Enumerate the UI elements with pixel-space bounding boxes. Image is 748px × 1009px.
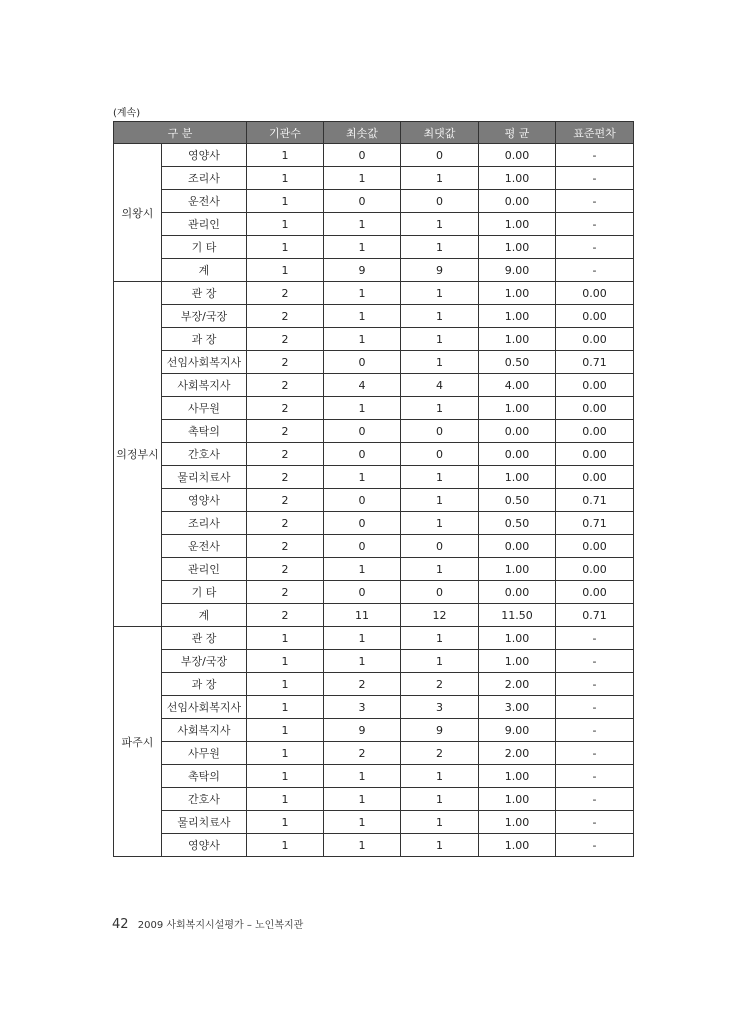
cell-role: 물리치료사 <box>162 466 247 489</box>
cell-institution-count: 2 <box>247 604 324 627</box>
cell-mean: 1.00 <box>479 282 556 305</box>
cell-std-dev: - <box>556 650 634 673</box>
table-row <box>114 811 634 834</box>
cell-std-dev: - <box>556 719 634 742</box>
header-mean: 평 균 <box>479 122 556 144</box>
cell-std-dev: 0.00 <box>556 282 634 305</box>
cell-max: 1 <box>401 167 479 190</box>
cell-std-dev: 0.00 <box>556 466 634 489</box>
cell-max: 1 <box>401 328 479 351</box>
cell-max: 4 <box>401 374 479 397</box>
table-row <box>114 719 634 742</box>
cell-role: 촉탁의 <box>162 765 247 788</box>
cell-max: 1 <box>401 282 479 305</box>
cell-role: 영양사 <box>162 834 247 857</box>
cell-std-dev: - <box>556 236 634 259</box>
cell-mean: 0.00 <box>479 581 556 604</box>
cell-role: 영양사 <box>162 144 247 167</box>
cell-institution-count: 2 <box>247 397 324 420</box>
cell-mean: 1.00 <box>479 305 556 328</box>
table-row <box>114 742 634 765</box>
cell-mean: 0.00 <box>479 420 556 443</box>
cell-std-dev: 0.00 <box>556 535 634 558</box>
cell-std-dev: - <box>556 144 634 167</box>
table-row <box>114 282 634 305</box>
cell-mean: 0.00 <box>479 535 556 558</box>
cell-role: 운전사 <box>162 535 247 558</box>
table-row <box>114 466 634 489</box>
cell-min: 1 <box>324 558 401 581</box>
cell-mean: 1.00 <box>479 558 556 581</box>
cell-role: 사회복지사 <box>162 374 247 397</box>
cell-max: 9 <box>401 719 479 742</box>
cell-min: 1 <box>324 788 401 811</box>
cell-mean: 1.00 <box>479 167 556 190</box>
header-min: 최솟값 <box>324 122 401 144</box>
table-row <box>114 420 634 443</box>
cell-institution-count: 2 <box>247 305 324 328</box>
cell-std-dev: - <box>556 167 634 190</box>
cell-institution-count: 1 <box>247 788 324 811</box>
cell-role: 기 타 <box>162 236 247 259</box>
table-row <box>114 190 634 213</box>
cell-institution-count: 1 <box>247 719 324 742</box>
cell-role: 영양사 <box>162 489 247 512</box>
cell-max: 0 <box>401 535 479 558</box>
cell-max: 2 <box>401 742 479 765</box>
page-number: 42 <box>112 917 129 932</box>
cell-std-dev: 0.00 <box>556 420 634 443</box>
cell-min: 2 <box>324 742 401 765</box>
cell-mean: 0.50 <box>479 512 556 535</box>
cell-std-dev: - <box>556 213 634 236</box>
cell-min: 1 <box>324 236 401 259</box>
cell-institution-count: 2 <box>247 581 324 604</box>
cell-min: 11 <box>324 604 401 627</box>
cell-mean: 4.00 <box>479 374 556 397</box>
cell-std-dev: - <box>556 811 634 834</box>
cell-max: 1 <box>401 213 479 236</box>
cell-role: 사무원 <box>162 742 247 765</box>
table-row <box>114 213 634 236</box>
region-cell: 의왕시 <box>114 144 162 282</box>
cell-min: 1 <box>324 650 401 673</box>
table-header-row <box>114 122 634 144</box>
cell-institution-count: 1 <box>247 765 324 788</box>
table-row <box>114 696 634 719</box>
footer-title: 2009 사회복지시설평가 – 노인복지관 <box>137 920 304 931</box>
cell-role: 관리인 <box>162 558 247 581</box>
cell-mean: 3.00 <box>479 696 556 719</box>
cell-mean: 1.00 <box>479 236 556 259</box>
table-row <box>114 834 634 857</box>
cell-institution-count: 2 <box>247 489 324 512</box>
cell-role: 관 장 <box>162 627 247 650</box>
cell-std-dev: 0.71 <box>556 489 634 512</box>
table-row <box>114 397 634 420</box>
cell-min: 1 <box>324 627 401 650</box>
cell-max: 12 <box>401 604 479 627</box>
cell-role: 사무원 <box>162 397 247 420</box>
cell-std-dev: 0.00 <box>556 305 634 328</box>
cell-mean: 0.50 <box>479 351 556 374</box>
cell-max: 9 <box>401 259 479 282</box>
cell-max: 1 <box>401 236 479 259</box>
cell-max: 0 <box>401 420 479 443</box>
table-row <box>114 512 634 535</box>
cell-role: 부장/국장 <box>162 305 247 328</box>
cell-role: 계 <box>162 259 247 282</box>
cell-mean: 1.00 <box>479 466 556 489</box>
cell-mean: 1.00 <box>479 397 556 420</box>
cell-std-dev: 0.00 <box>556 558 634 581</box>
cell-mean: 0.00 <box>479 190 556 213</box>
cell-max: 0 <box>401 190 479 213</box>
cell-max: 1 <box>401 305 479 328</box>
table-row <box>114 259 634 282</box>
cell-role: 과 장 <box>162 328 247 351</box>
cell-mean: 0.00 <box>479 443 556 466</box>
cell-min: 0 <box>324 144 401 167</box>
cell-std-dev: - <box>556 190 634 213</box>
cell-max: 1 <box>401 627 479 650</box>
table-row <box>114 650 634 673</box>
cell-institution-count: 1 <box>247 696 324 719</box>
cell-max: 1 <box>401 834 479 857</box>
cell-institution-count: 2 <box>247 328 324 351</box>
cell-role: 관리인 <box>162 213 247 236</box>
table-row <box>114 581 634 604</box>
cell-min: 0 <box>324 420 401 443</box>
header-max: 최댓값 <box>401 122 479 144</box>
cell-institution-count: 1 <box>247 190 324 213</box>
cell-institution-count: 1 <box>247 213 324 236</box>
cell-max: 0 <box>401 144 479 167</box>
table-row <box>114 673 634 696</box>
table-row <box>114 558 634 581</box>
cell-min: 0 <box>324 512 401 535</box>
cell-institution-count: 1 <box>247 650 324 673</box>
cell-mean: 0.50 <box>479 489 556 512</box>
cell-min: 1 <box>324 397 401 420</box>
continued-label: (계속) <box>113 108 141 119</box>
cell-max: 1 <box>401 512 479 535</box>
cell-std-dev: - <box>556 673 634 696</box>
cell-institution-count: 1 <box>247 673 324 696</box>
cell-institution-count: 2 <box>247 374 324 397</box>
cell-institution-count: 2 <box>247 443 324 466</box>
cell-institution-count: 1 <box>247 834 324 857</box>
table-row <box>114 627 634 650</box>
table-row <box>114 167 634 190</box>
cell-min: 0 <box>324 535 401 558</box>
cell-std-dev: 0.00 <box>556 397 634 420</box>
region-cell: 파주시 <box>114 627 162 857</box>
cell-role: 물리치료사 <box>162 811 247 834</box>
cell-min: 2 <box>324 673 401 696</box>
cell-institution-count: 2 <box>247 351 324 374</box>
cell-min: 1 <box>324 213 401 236</box>
cell-institution-count: 2 <box>247 535 324 558</box>
cell-institution-count: 1 <box>247 167 324 190</box>
cell-std-dev: - <box>556 742 634 765</box>
table-row <box>114 604 634 627</box>
cell-min: 1 <box>324 466 401 489</box>
header-institution-count: 기관수 <box>247 122 324 144</box>
cell-mean: 1.00 <box>479 627 556 650</box>
cell-max: 3 <box>401 696 479 719</box>
cell-min: 1 <box>324 305 401 328</box>
cell-role: 선임사회복지사 <box>162 351 247 374</box>
cell-std-dev: 0.00 <box>556 374 634 397</box>
cell-mean: 1.00 <box>479 811 556 834</box>
cell-max: 1 <box>401 397 479 420</box>
cell-min: 1 <box>324 167 401 190</box>
cell-institution-count: 1 <box>247 627 324 650</box>
cell-role: 과 장 <box>162 673 247 696</box>
cell-role: 간호사 <box>162 788 247 811</box>
table-row <box>114 144 634 167</box>
cell-role: 촉탁의 <box>162 420 247 443</box>
cell-min: 9 <box>324 719 401 742</box>
cell-std-dev: 0.00 <box>556 328 634 351</box>
cell-mean: 1.00 <box>479 834 556 857</box>
cell-min: 3 <box>324 696 401 719</box>
cell-mean: 1.00 <box>479 788 556 811</box>
cell-max: 1 <box>401 811 479 834</box>
cell-std-dev: 0.71 <box>556 604 634 627</box>
cell-min: 0 <box>324 581 401 604</box>
cell-max: 0 <box>401 443 479 466</box>
cell-institution-count: 1 <box>247 144 324 167</box>
cell-max: 1 <box>401 788 479 811</box>
cell-mean: 2.00 <box>479 673 556 696</box>
cell-std-dev: 0.00 <box>556 443 634 466</box>
cell-min: 0 <box>324 351 401 374</box>
cell-mean: 1.00 <box>479 650 556 673</box>
cell-max: 1 <box>401 650 479 673</box>
cell-std-dev: - <box>556 259 634 282</box>
cell-max: 1 <box>401 765 479 788</box>
cell-role: 조리사 <box>162 512 247 535</box>
header-category: 구 분 <box>114 122 247 144</box>
table-row <box>114 305 634 328</box>
cell-mean: 0.00 <box>479 144 556 167</box>
cell-mean: 11.50 <box>479 604 556 627</box>
cell-role: 계 <box>162 604 247 627</box>
cell-min: 1 <box>324 328 401 351</box>
cell-mean: 9.00 <box>479 259 556 282</box>
cell-mean: 1.00 <box>479 213 556 236</box>
header-std-dev: 표준편차 <box>556 122 634 144</box>
cell-min: 0 <box>324 443 401 466</box>
table-body <box>114 144 634 857</box>
table-row <box>114 535 634 558</box>
cell-institution-count: 2 <box>247 558 324 581</box>
cell-std-dev: - <box>556 696 634 719</box>
cell-mean: 1.00 <box>479 328 556 351</box>
cell-std-dev: - <box>556 765 634 788</box>
cell-mean: 9.00 <box>479 719 556 742</box>
cell-institution-count: 2 <box>247 420 324 443</box>
statistics-table <box>113 121 634 857</box>
cell-min: 0 <box>324 190 401 213</box>
cell-institution-count: 2 <box>247 512 324 535</box>
cell-role: 조리사 <box>162 167 247 190</box>
table-row <box>114 374 634 397</box>
cell-institution-count: 1 <box>247 811 324 834</box>
cell-role: 간호사 <box>162 443 247 466</box>
cell-std-dev: - <box>556 834 634 857</box>
table-row <box>114 765 634 788</box>
cell-mean: 1.00 <box>479 765 556 788</box>
cell-institution-count: 1 <box>247 236 324 259</box>
cell-min: 4 <box>324 374 401 397</box>
cell-std-dev: 0.71 <box>556 512 634 535</box>
cell-min: 1 <box>324 811 401 834</box>
cell-max: 0 <box>401 581 479 604</box>
table-row <box>114 788 634 811</box>
cell-role: 부장/국장 <box>162 650 247 673</box>
cell-max: 1 <box>401 351 479 374</box>
region-cell: 의정부시 <box>114 282 162 627</box>
cell-std-dev: - <box>556 627 634 650</box>
cell-std-dev: 0.00 <box>556 581 634 604</box>
cell-max: 2 <box>401 673 479 696</box>
cell-min: 1 <box>324 834 401 857</box>
table-row <box>114 489 634 512</box>
cell-min: 0 <box>324 489 401 512</box>
table-row <box>114 443 634 466</box>
cell-max: 1 <box>401 558 479 581</box>
cell-min: 1 <box>324 765 401 788</box>
cell-min: 9 <box>324 259 401 282</box>
cell-std-dev: - <box>556 788 634 811</box>
cell-max: 1 <box>401 489 479 512</box>
cell-role: 관 장 <box>162 282 247 305</box>
table-row <box>114 351 634 374</box>
cell-role: 선임사회복지사 <box>162 696 247 719</box>
cell-role: 사회복지사 <box>162 719 247 742</box>
cell-std-dev: 0.71 <box>556 351 634 374</box>
table-row <box>114 236 634 259</box>
page-footer <box>112 916 303 932</box>
cell-mean: 2.00 <box>479 742 556 765</box>
cell-role: 운전사 <box>162 190 247 213</box>
cell-institution-count: 2 <box>247 466 324 489</box>
cell-institution-count: 1 <box>247 742 324 765</box>
cell-role: 기 타 <box>162 581 247 604</box>
cell-max: 1 <box>401 466 479 489</box>
cell-min: 1 <box>324 282 401 305</box>
cell-institution-count: 1 <box>247 259 324 282</box>
table-row <box>114 328 634 351</box>
cell-institution-count: 2 <box>247 282 324 305</box>
